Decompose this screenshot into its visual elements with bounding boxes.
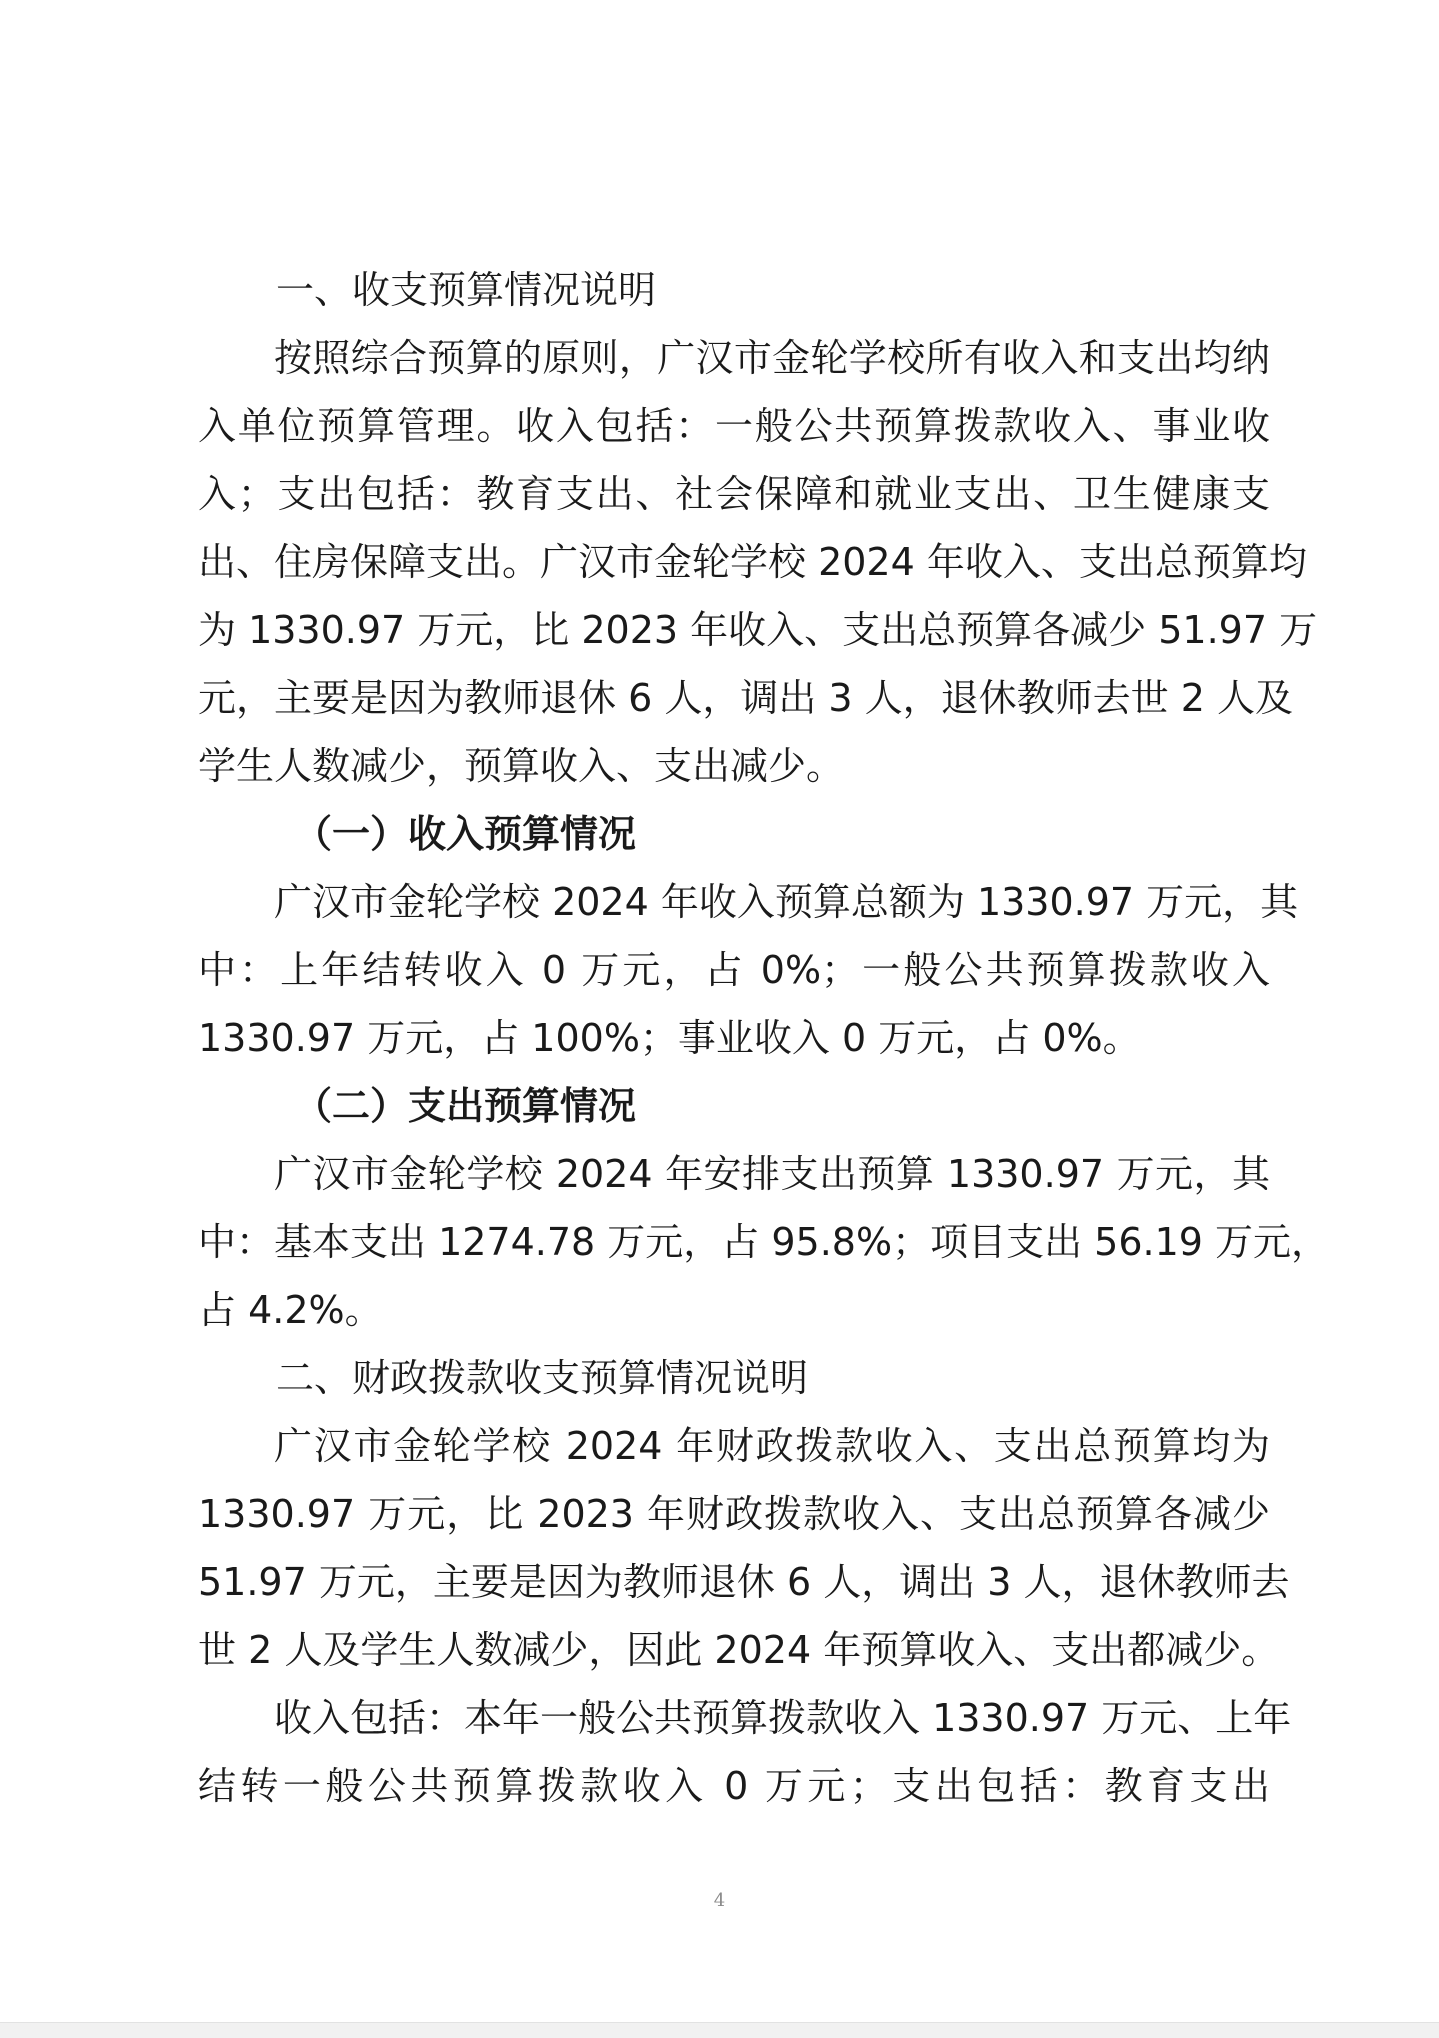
paragraph-budget-overview [198,324,1318,800]
page-bottom-edge [0,2022,1439,2038]
paragraph-line: 1330.97 万元，占 100%；事业收入 0 万元，占 0%。 [198,1016,1141,1060]
paragraph-line: 入；支出包括：教育支出、社会保障和就业支出、卫生健康支 [198,472,1270,516]
paragraph-line: 学生人数减少，预算收入、支出减少。 [198,744,845,788]
paragraph-expenditure-budget [198,1140,1330,1344]
paragraph-fiscal-allocation [198,1412,1290,1684]
subsection-heading-expenditure: （二）支出预算情况 [294,1084,637,1128]
paragraph-line: 广汉市金轮学校 2024 年收入预算总额为 1330.97 万元，其 [274,880,1299,924]
subsection-heading-income: （一）收入预算情况 [294,812,637,856]
paragraph-line: 按照综合预算的原则，广汉市金轮学校所有收入和支出均纳 [274,336,1270,380]
paragraph-line: 中：上年结转收入 0 万元，占 0%；一般公共预算拨款收入 [198,948,1270,992]
paragraph-line: 广汉市金轮学校 2024 年财政拨款收入、支出总预算均为 [274,1424,1270,1468]
paragraph-income-budget [198,868,1299,1072]
paragraph-line: 中：基本支出 1274.78 万元，占 95.8%；项目支出 56.19 万元， [198,1220,1330,1264]
document-body [198,256,1330,1820]
paragraph-line: 元，主要是因为教师退休 6 人，调出 3 人，退休教师去世 2 人及 [198,676,1294,720]
page-number: 4 [713,1890,726,1911]
paragraph-line: 入单位预算管理。收入包括：一般公共预算拨款收入、事业收 [198,404,1270,448]
paragraph-line: 结转一般公共预算拨款收入 0 万元；支出包括：教育支出 [198,1764,1270,1808]
section-heading-budget-overview: 一、收支预算情况说明 [276,268,657,312]
paragraph-line: 51.97 万元，主要是因为教师退休 6 人，调出 3 人，退休教师去 [198,1560,1290,1604]
paragraph-line: 收入包括：本年一般公共预算拨款收入 1330.97 万元、上年 [274,1696,1292,1740]
paragraph-fiscal-income-items [198,1684,1292,1820]
paragraph-line: 1330.97 万元，比 2023 年财政拨款收入、支出总预算各减少 [198,1492,1270,1536]
section-heading-fiscal-allocation: 二、财政拨款收支预算情况说明 [276,1356,809,1400]
paragraph-line: 为 1330.97 万元，比 2023 年收入、支出总预算各减少 51.97 万 [198,608,1318,652]
paragraph-line: 世 2 人及学生人数减少，因此 2024 年预算收入、支出都减少。 [198,1628,1280,1672]
paragraph-line: 广汉市金轮学校 2024 年安排支出预算 1330.97 万元，其 [274,1152,1270,1196]
paragraph-line: 占 4.2%。 [198,1288,383,1332]
paragraph-line: 出、住房保障支出。广汉市金轮学校 2024 年收入、支出总预算均 [198,540,1307,584]
